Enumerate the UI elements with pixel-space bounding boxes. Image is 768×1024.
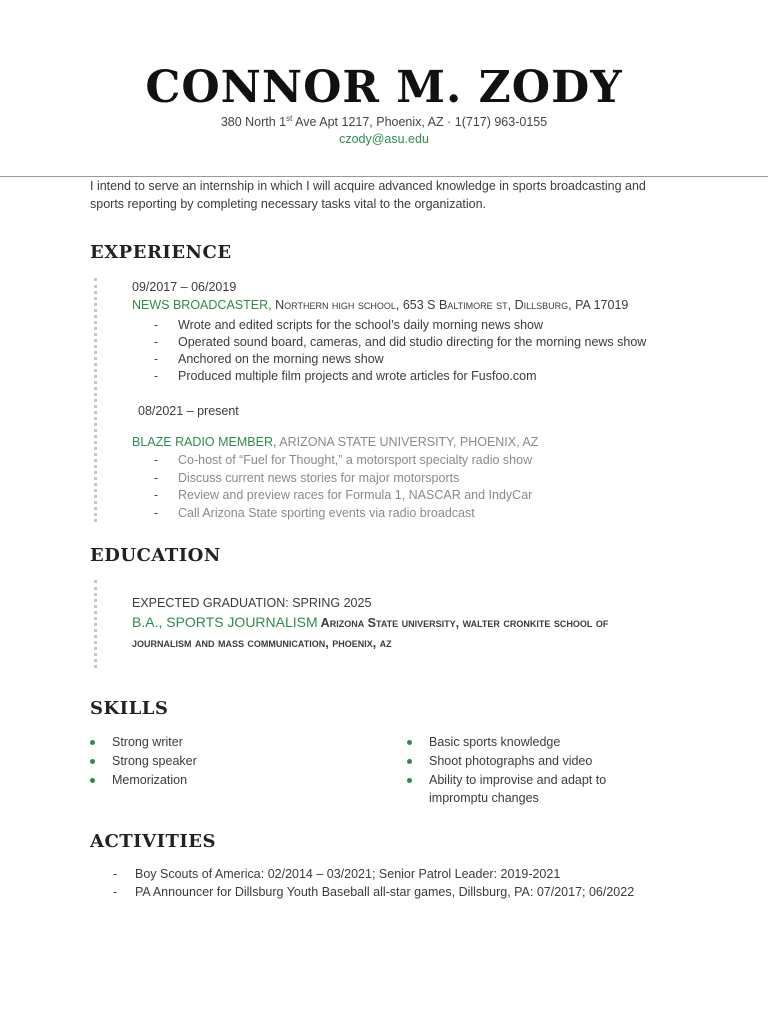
bullet-dot <box>407 778 412 783</box>
address-start: 380 North 1 <box>220 115 287 130</box>
bullet-dot <box>90 740 95 745</box>
skill-item: Strong speaker <box>112 754 197 768</box>
job-1-bullet <box>154 333 646 351</box>
education-divider <box>94 580 97 668</box>
skill-item: Shoot photographs and video <box>429 754 593 768</box>
dash-marker: - <box>154 318 159 332</box>
education-heading: EDUCATION <box>90 545 221 566</box>
experience-heading: EXPERIENCE <box>90 242 232 263</box>
email-link[interactable]: czody@asu.edu <box>339 132 429 146</box>
degree-title: B.A., SPORTS JOURNALISM <box>132 614 318 630</box>
candidate-name: CONNOR M. ZODY <box>145 62 623 113</box>
job-1-bullet <box>154 367 536 385</box>
experience-divider <box>94 278 97 522</box>
bullet-text: Co-host of “Fuel for Thought,” a motorsport specialty radio show <box>178 453 533 467</box>
job-2-org: ARIZONA STATE UNIVERSITY, PHOENIX, AZ <box>276 435 539 449</box>
activity-text: Boy Scouts of America: 02/2014 – 03/2021; Senior Patrol Leader: 2019-2021 <box>135 867 561 881</box>
bullet-text: Call Arizona State sporting events via radio broadcast <box>178 506 475 520</box>
contact-line <box>0 114 768 129</box>
job-1-bullet <box>154 350 384 368</box>
address-rest: Ave Apt 1217, Phoenix, AZ · 1(717) 963-0155 <box>292 115 548 130</box>
skill-item-continued: impromptu changes <box>429 791 539 805</box>
bullet-text: Produced multiple film projects and wrote articles for Fusfoo.com <box>178 369 537 383</box>
skill-item: Memorization <box>112 773 188 787</box>
dash-marker: - <box>113 885 118 899</box>
bullet-text: Wrote and edited scripts for the school’s daily morning news show <box>178 318 543 332</box>
job-2-bullet <box>154 486 532 504</box>
activities-heading: ACTIVITIES <box>90 831 217 852</box>
bullet-text: Operated sound board, cameras, and did studio directing for the morning news show <box>178 335 647 349</box>
activity-item <box>113 883 634 901</box>
job-1-dates: 09/2017 – 06/2019 <box>132 280 237 294</box>
skill-item: Strong writer <box>112 735 183 749</box>
skills-heading: SKILLS <box>90 698 169 719</box>
school-name-continued: journalism and mass communication, phoenix, az <box>132 636 392 650</box>
dash-marker: - <box>154 369 159 383</box>
bullet-dot <box>407 759 412 764</box>
dash-marker: - <box>154 335 159 349</box>
dash-marker: - <box>154 488 159 502</box>
job-2-title: BLAZE RADIO MEMBER, <box>132 435 277 449</box>
job-2-bullet <box>154 451 532 469</box>
activity-text: PA Announcer for Dillsburg Youth Baseball all-star games, Dillsburg, PA: 07/2017; 06/2022 <box>135 885 635 899</box>
job-1-org: Northern high school, 653 S Baltimore st, Dillsburg, PA 17019 <box>271 298 629 312</box>
job-2-bullet <box>154 504 475 522</box>
job-2-bullet <box>154 469 459 487</box>
bullet-dot <box>90 778 95 783</box>
bullet-text: Anchored on the morning news show <box>178 352 384 366</box>
bullet-dot <box>90 759 95 764</box>
objective-statement: I intend to serve an internship in which I will acquire advanced knowledge in sports broadcasting and sports reporting by completing necessary tasks vital to the organization. <box>90 179 646 211</box>
skill-item: Basic sports knowledge <box>429 735 561 749</box>
job-2-heading <box>132 433 538 451</box>
graduation-date: EXPECTED GRADUATION: SPRING 2025 <box>132 596 372 610</box>
job-1-bullet <box>154 316 543 334</box>
bullet-text: Review and preview races for Formula 1, NASCAR and IndyCar <box>178 488 533 502</box>
job-1-title: NEWS BROADCASTER, <box>132 298 272 312</box>
dash-marker: - <box>154 471 159 485</box>
dash-marker: - <box>154 352 159 366</box>
bullet-text: Discuss current news stories for major motorsports <box>178 471 460 485</box>
dash-marker: - <box>154 453 159 467</box>
bullet-dot <box>407 740 412 745</box>
skill-item: Ability to improvise and adapt to <box>429 773 607 787</box>
job-2-dates: 08/2021 – present <box>138 404 239 418</box>
school-name: Arizona State university, walter cronkite school of <box>317 616 609 630</box>
address-ordinal: st <box>286 114 293 123</box>
dash-marker: - <box>154 506 159 520</box>
activity-item <box>113 865 560 883</box>
dash-marker: - <box>113 867 118 881</box>
job-1-heading <box>132 296 628 314</box>
degree-line <box>132 613 608 632</box>
